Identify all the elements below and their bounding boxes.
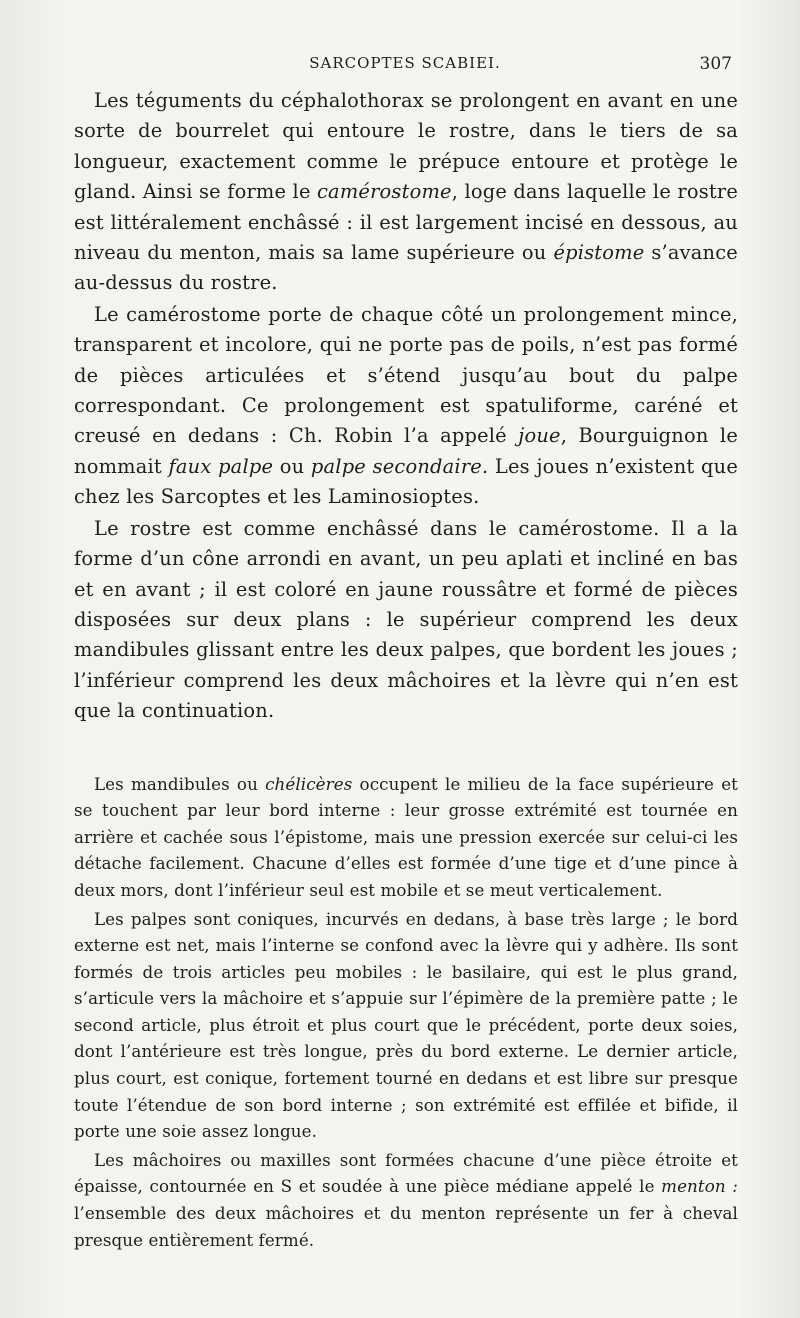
term-joue: joue: [518, 424, 561, 448]
paragraph-machoires: Les mâchoires ou maxilles sont formées chacune d’une pièce étroite et épaisse, contournée en S et soudée à une pièce médiane appelé le menton : l’ensemble des deux mâchoires et du menton représente un fer à cheval presque entièrement fermé.: [74, 1149, 738, 1250]
page-number: 307: [699, 54, 732, 74]
term-faux-palpe: faux palpe: [168, 454, 274, 478]
secondary-text: [74, 771, 738, 1254]
paragraph-rostre: Le rostre est comme enchâssé dans le camérostome. Il a la forme d’un cône arrondi en avant, un peu aplati et incliné en bas et en avant ; il est coloré en jaune roussâtre et formé de pièces disposées sur deux plans : le supérieur comprend les deux mandibules glissant entre les deux palpes, que bordent les joues ; l’inférieur comprend les deux mâchoires et la lèvre qui n’en est que la continuation.: [74, 516, 738, 723]
term-epistome: épistome: [553, 241, 645, 265]
term-camerostome: camérostome: [317, 180, 452, 204]
paragraph-palpes: Les palpes sont coniques, incurvés en dedans, à base très large ; le bord externe est net, mais l’interne se confond avec la lèvre qui y adhère. Ils sont formés de trois articles peu mobiles : le basilaire, qui est le plus grand, s’articule vers la mâchoire et s’appuie sur l’épimère de la première patte ; le second article, plus étroit et plus court que le précédent, porte deux soies, dont l’antérieure est très longue, près du bord externe. Le dernier article, plus court, est conique, fortement tourné en dedans et est libre sur presque toute l’étendue de son bord interne ; son extrémité est effilée et bifide, il porte une soie assez longue.: [74, 908, 738, 1142]
page-body: [74, 86, 738, 1253]
paragraph-mandibules: Les mandibules ou chélicères occupent le milieu de la face supérieure et se touchent par leur bord interne : leur grosse extrémité est tournée en arrière et cachée sous l’épistome, mais une pression exercée sur celui-ci les détache facilement. Chacune d’elles est formée d’une tige et d’une pince à deux mors, dont l’inférieur seul est mobile et se meut verticalement.: [74, 773, 738, 900]
term-menton: menton :: [661, 1176, 738, 1197]
main-text: [74, 86, 738, 727]
page-header: [70, 50, 740, 78]
term-cheliceres: chélicères: [265, 773, 353, 794]
paragraph-joues: Le camérostome porte de chaque côté un prolongement mince, transparent et incolore, qui ne porte pas de poils, n’est pas formé de pièces articulées et s’étend jusqu’au bout du palpe correspondant. Ce prolongement est spatuliforme, caréné et creusé en dedans : Ch. Robin l’a appelé joue, Bourguignon le nommait faux palpe ou palpe secondaire. Les joues n’existent que chez les Sarcoptes et les Laminosioptes.: [74, 302, 738, 509]
paragraph-camerostome: Les téguments du céphalothorax se prolongent en avant en une sorte de bourrelet qui entoure le rostre, dans le tiers de sa longueur, exactement comme le prépuce entoure et protège le gland. Ainsi se forme le camérostome, loge dans laquelle le rostre est littéralement enchâssé : il est largement incisé en dessous, au niveau du menton, mais sa lame supérieure ou épistome s’avance au-dessus du rostre.: [74, 89, 739, 295]
running-title: SARCOPTES SCABIEI.: [309, 54, 501, 72]
term-palpe-secondaire: palpe secondaire.: [310, 454, 489, 478]
